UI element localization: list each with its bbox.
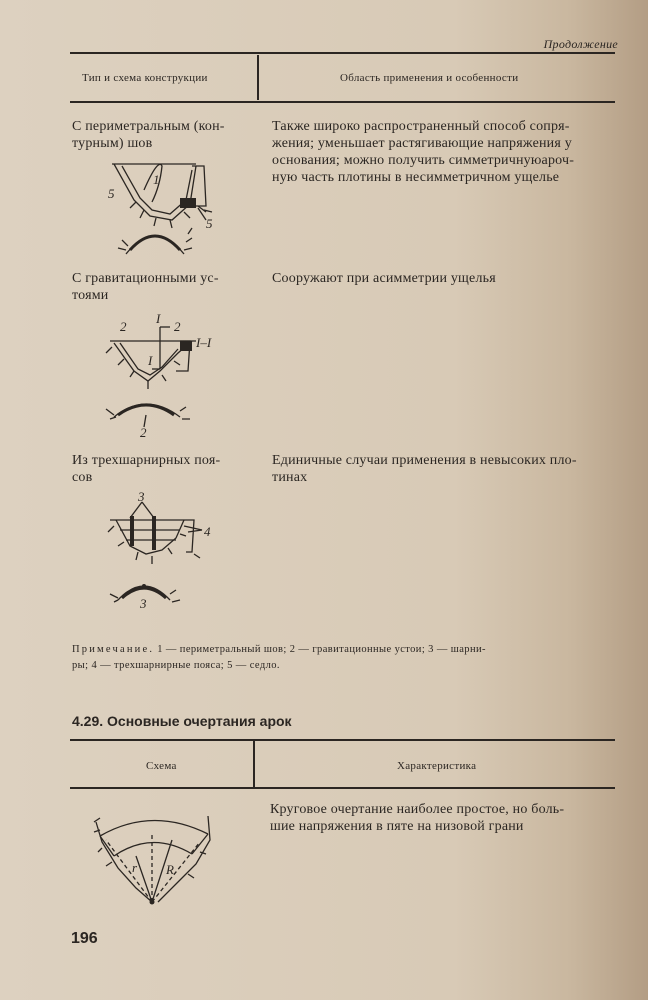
note-prefix: Примечание. — [72, 644, 155, 655]
fig1-label-5b: 5 — [206, 216, 213, 231]
figure-three-hinged-belts — [100, 490, 230, 615]
row3-type-line2: сов — [72, 470, 93, 485]
row3-description — [272, 452, 617, 486]
note-line1-rest: 1 — периметральный шов; 2 — гравитационные устои; 3 — шарни- — [154, 644, 486, 655]
row1-desc-line3: основания; можно получить симметричнуюароч- — [272, 153, 575, 168]
table1-header-bottom-rule — [70, 101, 615, 103]
table2-top-rule — [70, 739, 615, 741]
fig4-label-r: r — [132, 860, 138, 875]
table2-row1-description — [270, 801, 615, 835]
fig3-label-3a: 3 — [138, 489, 145, 504]
page-number: 196 — [71, 930, 98, 947]
fig4-label-R: R — [166, 862, 174, 877]
row2-description — [272, 270, 617, 287]
row3-type — [72, 452, 252, 486]
fig1-label-5a: 5 — [108, 186, 115, 201]
row3-type-line1: Из трехшарнирных поя- — [72, 453, 221, 468]
table2-row1-desc-line2: шие напряжения в пяте на низовой грани — [270, 819, 524, 834]
fig2-label-2a: 2 — [120, 319, 127, 334]
note-line2: ры; 4 — трехшарнирные пояса; 5 — седло. — [72, 660, 280, 671]
fig2-label-Ia: I — [156, 311, 161, 326]
table1-note — [72, 642, 622, 674]
table1-col1-header: Тип и схема конструкции — [82, 72, 208, 84]
row2-desc-line1: Сооружают при асимметрии ущелья — [272, 271, 496, 286]
fig2-label-2c: 2 — [140, 425, 147, 440]
row1-type-line1: С периметральным (кон- — [72, 119, 225, 134]
row1-description — [272, 118, 617, 186]
row2-type-line1: С гравитационными ус- — [72, 271, 219, 286]
figure-perimetral-joint — [100, 150, 230, 270]
table2-row1-desc-line1: Круговое очертание наиболее простое, но боль- — [270, 802, 565, 817]
figure-circular-arch — [92, 812, 222, 912]
fig3-label-4: 4 — [204, 524, 211, 539]
row1-type-line2: турным) шов — [72, 136, 153, 151]
row1-type — [72, 118, 252, 152]
row3-desc-line2: тинах — [272, 470, 308, 485]
row1-desc-line2: жения; уменьшает растягивающие напряжения у — [272, 136, 572, 151]
figure-gravity-abutments — [100, 311, 240, 440]
fig2-label-Ib: I — [148, 353, 153, 368]
row1-desc-line4: ную часть плотины в несимметричном ущелье — [272, 170, 560, 185]
fig2-label-2b: 2 — [174, 319, 181, 334]
fig1-label-1: 1 — [153, 172, 160, 187]
row2-type-line2: тоями — [72, 288, 109, 303]
table2-col2-header: Характеристика — [397, 760, 477, 772]
fig3-label-3b: 3 — [140, 596, 147, 611]
table2-header-divider — [253, 741, 255, 787]
table1-header-divider — [257, 55, 259, 100]
fig2-label-section: I–I — [196, 335, 212, 350]
table1-col2-header: Область применения и особенности — [340, 72, 519, 84]
table2-col1-header: Схема — [146, 760, 177, 772]
section-heading: 4.29. Основные очертания арок — [72, 713, 292, 729]
row1-desc-line1: Также широко распространенный способ сопря- — [272, 119, 570, 134]
table1-top-rule — [70, 52, 615, 54]
table2-header-bottom-rule — [70, 787, 615, 789]
note-line1 — [72, 642, 622, 658]
row2-type — [72, 270, 252, 304]
continuation-label: Продолжение — [543, 37, 618, 51]
row3-desc-line1: Единичные случаи применения в невысоких пло- — [272, 453, 577, 468]
